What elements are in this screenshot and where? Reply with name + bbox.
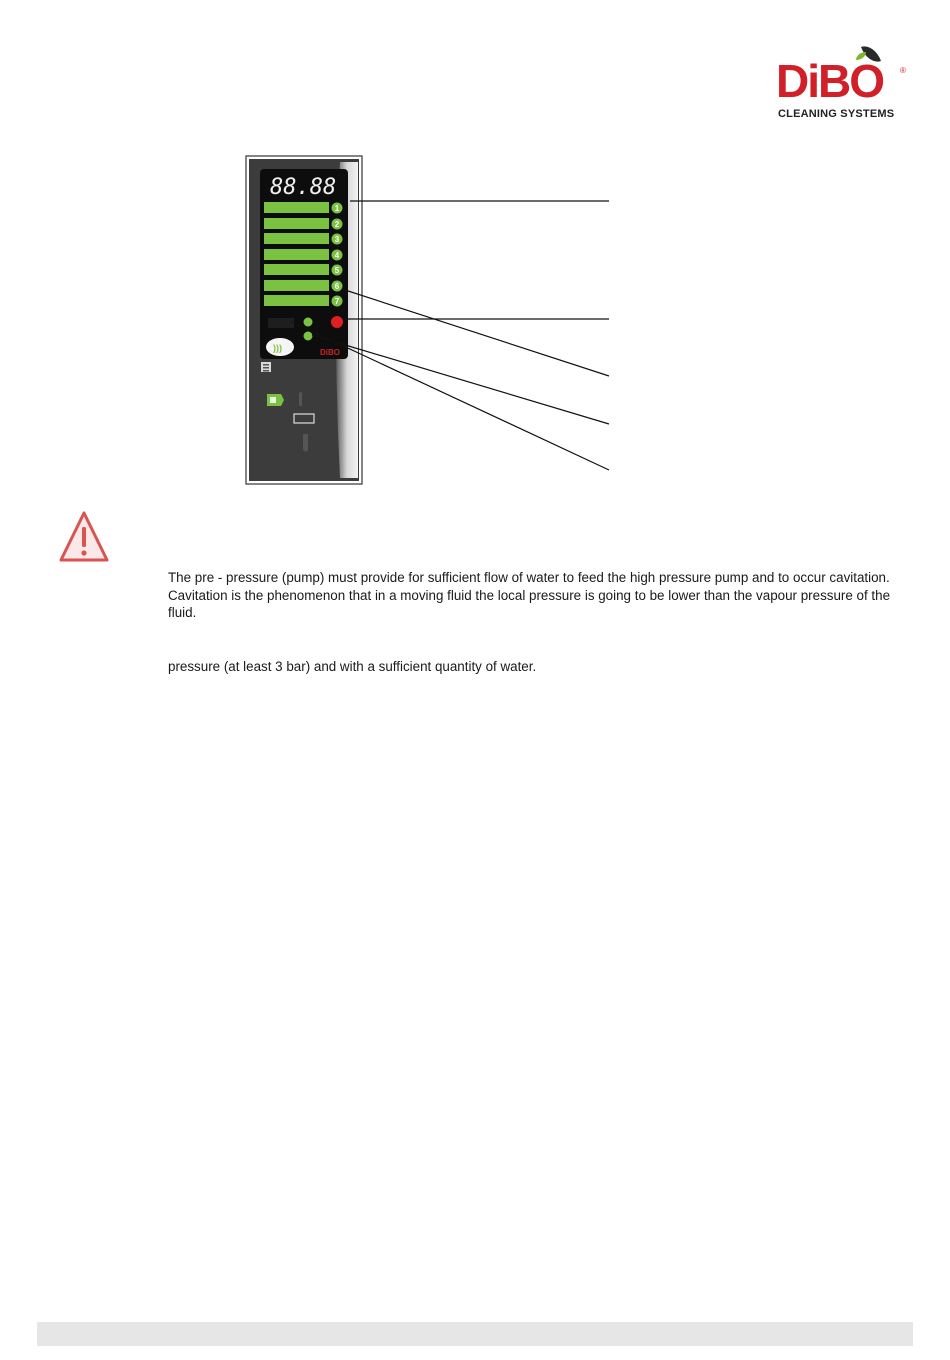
contactless-waves-icon: ))) [273,343,282,353]
warning-triangle-icon [58,510,110,564]
cavitation-paragraph: The pre - pressure (pump) must provide for sufficient flow of water to feed the high pressure pump and to occur cavitation. Cavitation is the phenomenon that in a moving fluid the local pressure is going to be lower than the vapour pressure of the fluid. [168,570,891,621]
program-bar-4[interactable] [264,249,329,260]
indicator-led-1 [304,318,313,327]
program-bar-6[interactable] [264,280,329,291]
program-number: 2 [334,220,340,229]
program-bar-2[interactable] [264,218,329,229]
indicator-led-2 [304,332,313,341]
program-number: 5 [334,266,340,275]
logo-tagline: CLEANING SYSTEMS [778,108,895,120]
stop-button[interactable] [331,316,343,328]
footer-bar [37,1322,913,1346]
program-bar-7[interactable] [264,295,329,306]
key-slot[interactable] [303,434,308,452]
logo-wordmark: DiBO [776,55,883,107]
program-number: 7 [334,297,340,306]
coin-slot[interactable] [299,392,302,406]
program-bar-3[interactable] [264,233,329,244]
callout-line-programs [342,289,609,376]
card-slot[interactable] [268,318,294,328]
registered-mark: ® [900,66,906,75]
digital-readout: 88.88 [270,175,337,200]
program-number: 3 [334,235,340,244]
control-panel-diagram [0,0,950,500]
program-bar-5[interactable] [264,264,329,275]
program-number: 6 [334,282,340,291]
program-bar-1[interactable] [264,202,329,213]
program-number: 4 [334,251,340,260]
panel-brand-label: DiBO [320,348,340,357]
pressure-paragraph: pressure (at least 3 bar) and with a sufficient quantity of water. [168,659,537,674]
program-number: 1 [334,204,340,213]
